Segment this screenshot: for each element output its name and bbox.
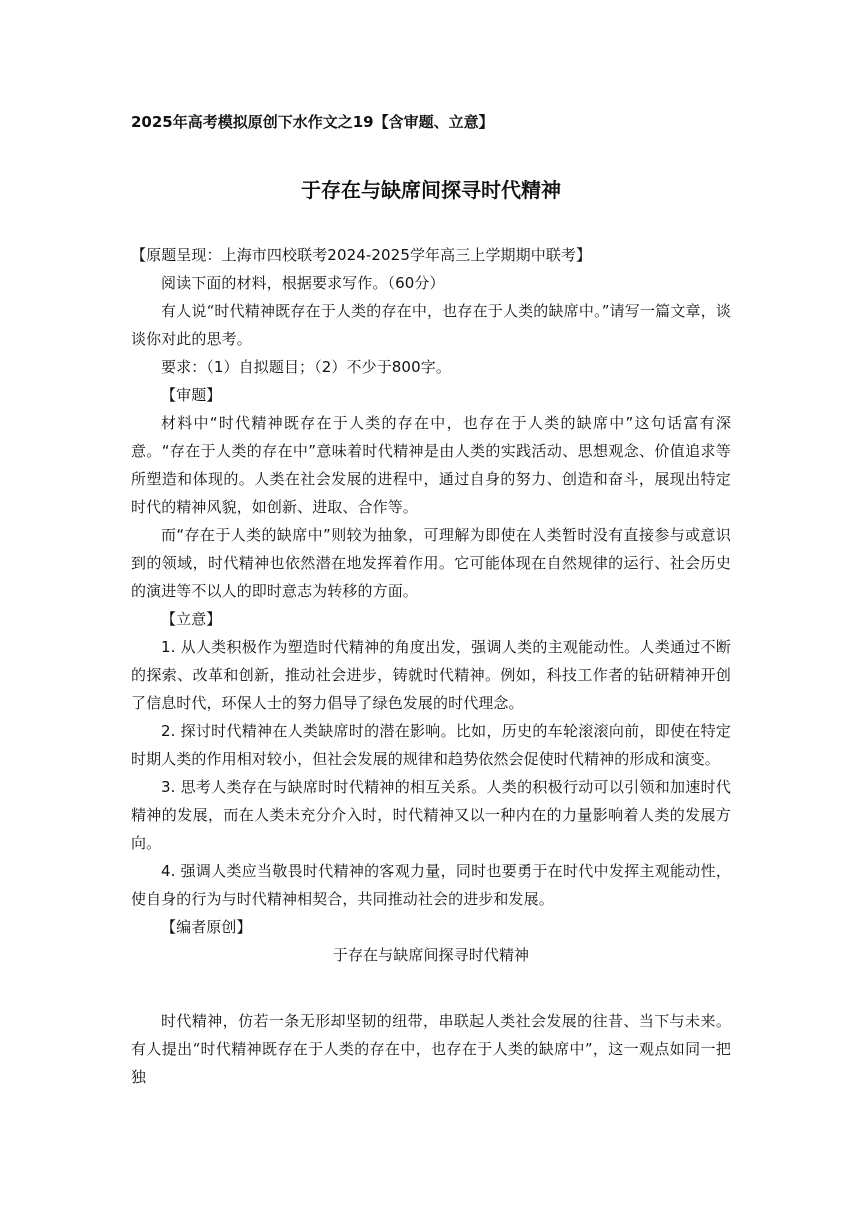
source-line: 【原题呈现：上海市四校联考2024-2025学年高三上学期期中联考】 bbox=[131, 246, 592, 264]
analysis-heading: 【审题】 bbox=[161, 386, 222, 404]
idea-item: 3. 思考人类存在与缺席时时代精神的相互关系。人类的积极行动可以引领和加速时代精神的发展，而在人类未充分介入时，时代精神又以一种内在的力量影响着人类的发展方向。 bbox=[131, 778, 731, 852]
analysis-paragraph: 材料中“时代精神既存在于人类的存在中，也存在于人类的缺席中”这句话富有深意。“存在于人类的存在中”意味着时代精神是由人类的实践活动、思想观念、价值追求等所塑造和体现的。人类在社会发展的进程中，通过自身的努力、创造和奋斗，展现出特定时代的精神风貌，如创新、进取、合作等。 bbox=[131, 414, 731, 516]
document-header-title: 2025年高考模拟原创下水作文之19【含审题、立意】 bbox=[131, 113, 494, 131]
essay-heading: 【编者原创】 bbox=[161, 918, 252, 936]
idea-item: 1. 从人类积极作为塑造时代精神的角度出发，强调人类的主观能动性。人类通过不断的探索、改革和创新，推动社会进步，铸就时代精神。例如，科技工作者的钻研精神开创了信息时代，环保人士的努力倡导了绿色发展的时代理念。 bbox=[131, 638, 731, 712]
document-body bbox=[131, 241, 731, 1091]
essay-title: 于存在与缺席间探寻时代精神 bbox=[332, 946, 530, 964]
ideas-heading: 【立意】 bbox=[161, 610, 222, 628]
idea-item: 2. 探讨时代精神在人类缺席时的潜在影响。比如，历史的车轮滚滚向前，即使在特定时期人类的作用相对较小，但社会发展的规律和趋势依然会促使时代精神的形成和演变。 bbox=[131, 722, 731, 768]
idea-item: 4. 强调人类应当敬畏时代精神的客观力量，同时也要勇于在时代中发挥主观能动性，使自身的行为与时代精神相契合，共同推动社会的进步和发展。 bbox=[131, 862, 731, 908]
prompt-requirements: 要求：（1）自拟题目；（2）不少于800字。 bbox=[161, 358, 451, 376]
prompt-instruction: 阅读下面的材料，根据要求写作。（60分） bbox=[161, 274, 445, 292]
analysis-paragraph: 而“存在于人类的缺席中”则较为抽象，可理解为即使在人类暂时没有直接参与或意识到的领域，时代精神也依然潜在地发挥着作用。它可能体现在自然规律的运行、社会历史的演进等不以人的即时意志为转移的方面。 bbox=[131, 526, 731, 600]
essay-main-title: 于存在与缺席间探寻时代精神 bbox=[301, 178, 561, 202]
essay-opening-paragraph: 时代精神，仿若一条无形却坚韧的纽带，串联起人类社会发展的往昔、当下与未来。有人提出“时代精神既存在于人类的存在中，也存在于人类的缺席中”，这一观点如同一把独 bbox=[131, 1012, 731, 1086]
prompt-material: 有人说“时代精神既存在于人类的存在中，也存在于人类的缺席中。”请写一篇文章，谈谈你对此的思考。 bbox=[131, 302, 731, 348]
